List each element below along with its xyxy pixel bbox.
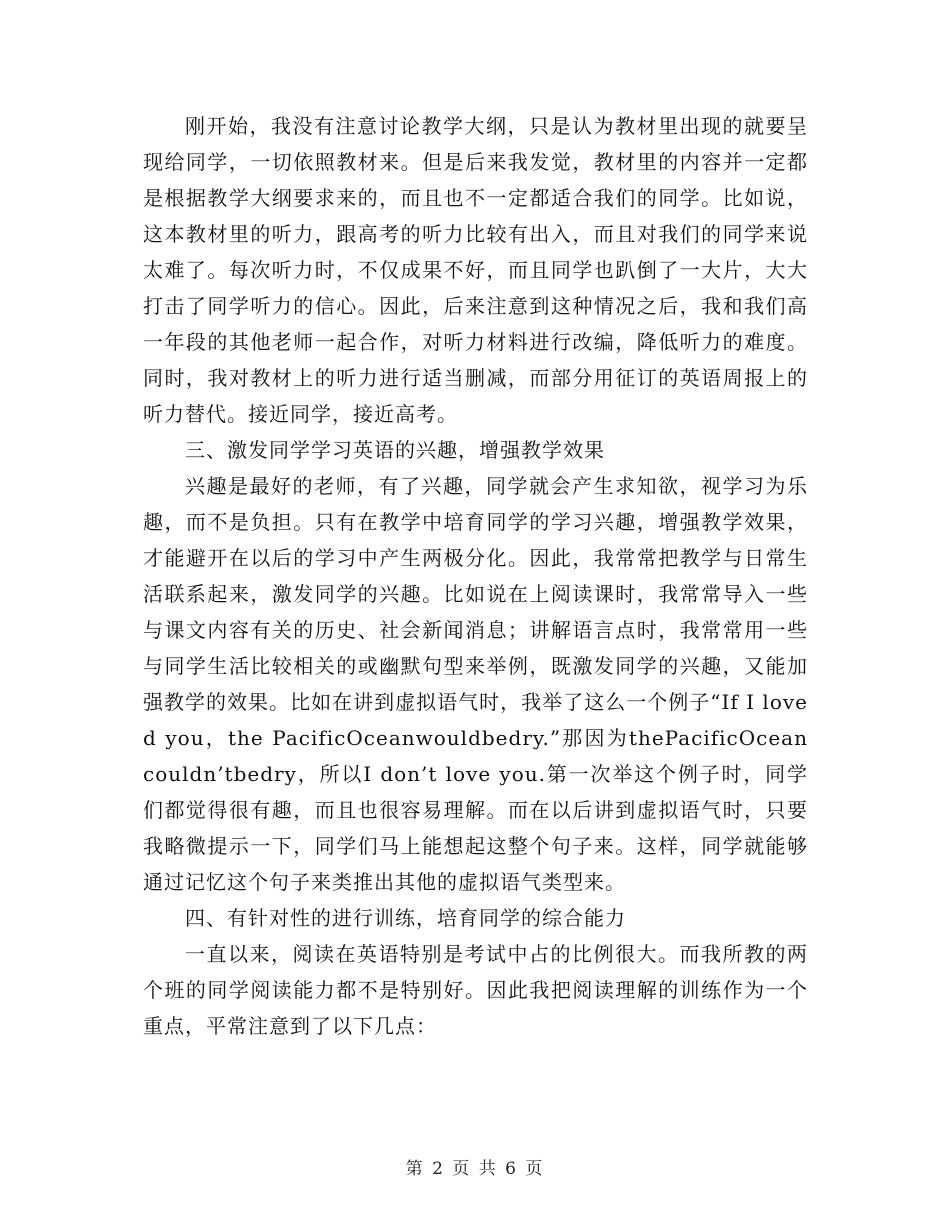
section-heading-four: 四、有针对性的进行训练，培育同学的综合能力 — [185, 906, 626, 930]
paragraph-reading: 一直以来，阅读在英语特别是考试中占的比例很大。而我所教的两个班的同学阅读能力都不是特别好。因此我把阅读理解的训练作为一个重点，平常注意到了以下几点： — [143, 942, 808, 1038]
paragraph-curriculum: 刚开始，我没有注意讨论教学大纲，只是认为教材里出现的就要呈现给同学，一切依照教材来。但是后来我发觉，教材里的内容并一定都是根据教学大纲要求来的，而且也不一定都适合我们的同学。比如说，这本教材里的听力，跟高考的听力比较有出入，而且对我们的同学来说太难了。每次听力时，不仅成果不好，而且同学也趴倒了一大片，大大打击了同学听力的信心。因此，后来注意到这种情况之后，我和我们高一年段的其他老师一起合作，对听力材料进行改编，降低听力的难度。同时，我对教材上的听力进行适当删减，而部分用征订的英语周报上的听力替代。接近同学，接近高考。 — [143, 114, 808, 426]
paragraph-interest: 兴趣是最好的老师，有了兴趣，同学就会产生求知欲，视学习为乐趣，而不是负担。只有在教学中培育同学的学习兴趣，增强教学效果，才能避开在以后的学习中产生两极分化。因此，我常常把教学与日常生活联系起来，激发同学的兴趣。比如说在上阅读课时，我常常导入一些与课文内容有关的历史、社会新闻消息；讲解语言点时，我常常用一些与同学生活比较相关的或幽默句型来举例，既激发同学的兴趣，又能加强教学的效果。比如在讲到虚拟语气时，我举了这么一个例子“If I loved you，the PacificOceanwouldbedry.”那因为thePacificOceancouldn’tbedry，所以I don’t love you.第一次举这个例子时，同学们都觉得很有趣，而且也很容易理解。而在以后讲到虚拟语气时，只要我略微提示一下，同学们马上能想起这整个句子来。这样，同学就能够通过记忆这个句子来类推出其他的虚拟语气类型来。 — [143, 474, 808, 894]
document-body — [143, 108, 808, 1044]
section-heading-three: 三、激发同学学习英语的兴趣，增强教学效果 — [185, 438, 605, 462]
page-footer: 第 2 页 共 6 页 — [405, 1159, 545, 1179]
